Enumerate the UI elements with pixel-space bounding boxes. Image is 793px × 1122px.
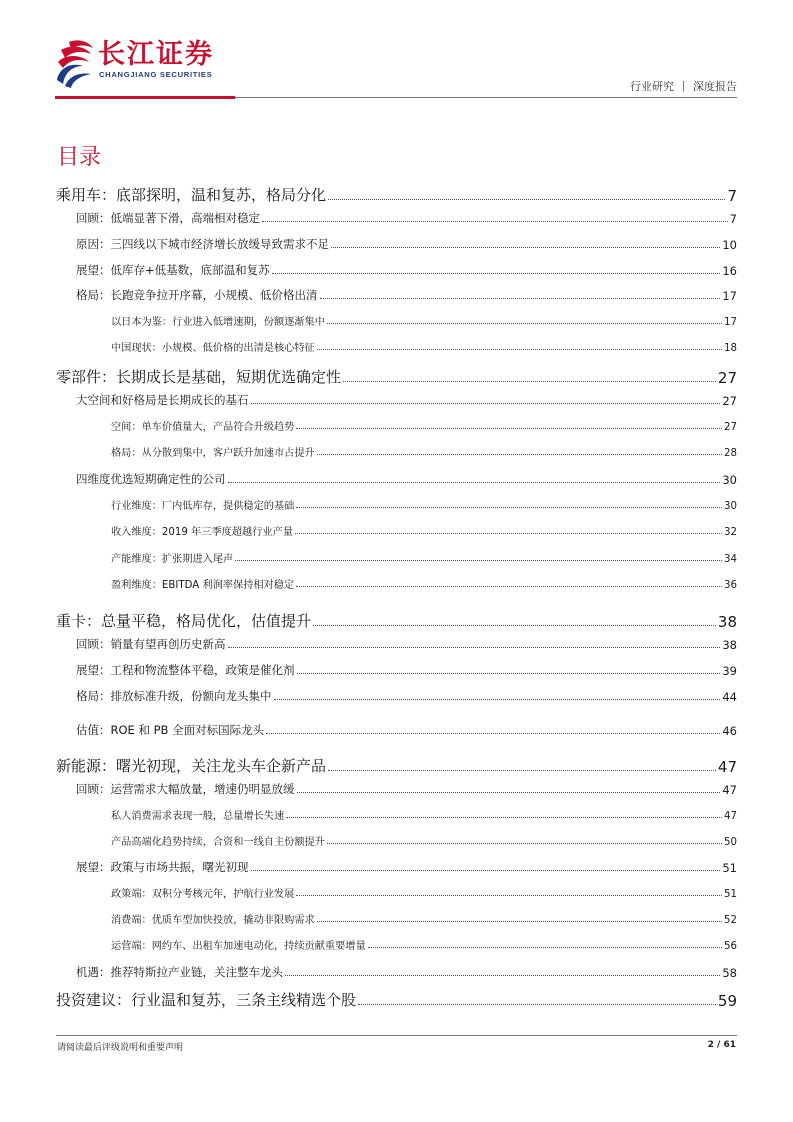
footer-rule bbox=[56, 1035, 737, 1036]
logo-chinese-name: 长江证券 bbox=[98, 39, 214, 70]
toc-entry-level-3[interactable] bbox=[111, 418, 737, 433]
toc-entry-page: 52 bbox=[724, 915, 737, 926]
toc-leader-dots bbox=[296, 894, 722, 896]
toc-entry-level-3[interactable] bbox=[111, 885, 737, 900]
toc-leader-dots bbox=[262, 220, 728, 222]
toc-entry-title: 机遇：推荐特斯拉产业链，关注整车龙头 bbox=[76, 965, 283, 979]
toc-entry-level-2[interactable] bbox=[76, 662, 737, 678]
toc-entry-title: 产能维度：扩张期进入尾声 bbox=[111, 554, 234, 565]
toc-entry-page: 36 bbox=[724, 580, 737, 591]
tag-separator: 丨 bbox=[678, 80, 689, 93]
toc-leader-dots bbox=[358, 1003, 716, 1005]
toc-leader-dots bbox=[296, 506, 722, 508]
toc-entry-page: 7 bbox=[729, 212, 737, 226]
toc-entry-level-3[interactable] bbox=[111, 444, 737, 459]
toc-leader-dots bbox=[331, 246, 720, 248]
toc-entry-title: 以日本为鉴：行业进入低增速期，份额逐渐集中 bbox=[111, 317, 325, 328]
toc-entry-title: 政策端：双积分考核元年，护航行业发展 bbox=[111, 889, 295, 900]
header-rule bbox=[235, 97, 737, 98]
toc-leader-dots bbox=[295, 532, 722, 534]
toc-entry-page: 38 bbox=[717, 613, 737, 631]
toc-entry-page: 27 bbox=[722, 394, 737, 408]
toc-entry-page: 58 bbox=[722, 966, 737, 980]
toc-leader-dots bbox=[317, 348, 722, 350]
toc-entry-title: 原因：三四线以下城市经济增长放缓导致需求不足 bbox=[76, 237, 329, 251]
toc-leader-dots bbox=[328, 769, 716, 771]
toc-entry-page: 38 bbox=[722, 638, 737, 652]
toc-entry-page: 32 bbox=[724, 527, 737, 538]
toc-leader-dots bbox=[313, 624, 716, 626]
report-type-tags bbox=[630, 78, 737, 94]
toc-entry-level-1[interactable] bbox=[56, 366, 737, 387]
toc-entry-page: 30 bbox=[724, 501, 737, 512]
toc-entry-title: 运营端：网约车、出租车加速电动化，持续贡献重要增量 bbox=[111, 941, 366, 952]
toc-entry-level-1[interactable] bbox=[56, 610, 737, 631]
toc-entry-page: 17 bbox=[724, 317, 737, 328]
toc-entry-level-1[interactable] bbox=[56, 755, 737, 776]
logo-english-name: CHANGJIANG SECURITIES bbox=[99, 70, 213, 79]
toc-leader-dots bbox=[251, 869, 721, 871]
toc-leader-dots bbox=[235, 559, 722, 561]
toc-leader-dots bbox=[228, 646, 721, 648]
toc-entry-title: 四维度优选短期确定性的公司 bbox=[76, 472, 226, 486]
toc-leader-dots bbox=[285, 974, 720, 976]
toc-entry-title: 格局：长跑竞争拉开序幕，小规模、低价格出清 bbox=[76, 288, 318, 302]
toc-entry-title: 展望：政策与市场共振，曙光初现 bbox=[76, 860, 249, 874]
toc-entry-title: 行业维度：厂内低库存，提供稳定的基础 bbox=[111, 501, 295, 512]
toc-entry-level-1[interactable] bbox=[56, 989, 737, 1010]
toc-entry-page: 56 bbox=[724, 941, 737, 952]
toc-entry-title: 估值：ROE 和 PB 全面对标国际龙头 bbox=[76, 723, 265, 737]
toc-leader-dots bbox=[286, 816, 722, 818]
toc-entry-page: 59 bbox=[717, 992, 737, 1010]
toc-entry-level-2[interactable] bbox=[76, 722, 737, 738]
toc-entry-level-3[interactable] bbox=[111, 339, 737, 354]
toc-leader-dots bbox=[296, 585, 722, 587]
toc-leader-dots bbox=[317, 920, 722, 922]
toc-leader-dots bbox=[296, 427, 722, 429]
toc-leader-dots bbox=[272, 272, 721, 274]
toc-leader-dots bbox=[297, 672, 721, 674]
toc-entry-page: 51 bbox=[722, 861, 737, 875]
toc-entry-level-3[interactable] bbox=[111, 576, 737, 591]
toc-entry-level-2[interactable] bbox=[76, 210, 737, 226]
toc-entry-page: 50 bbox=[724, 837, 737, 848]
toc-leader-dots bbox=[297, 791, 721, 793]
toc-entry-page: 27 bbox=[717, 369, 737, 387]
toc-entry-page: 39 bbox=[722, 664, 737, 678]
toc-entry-page: 28 bbox=[724, 448, 737, 459]
toc-entry-level-3[interactable] bbox=[111, 550, 737, 565]
company-logo bbox=[55, 36, 245, 90]
toc-entry-page: 16 bbox=[722, 264, 737, 278]
toc-entry-title: 投资建议：行业温和复苏，三条主线精选个股 bbox=[56, 991, 357, 1009]
toc-entry-title: 收入维度：2019 年三季度超越行业产量 bbox=[111, 527, 293, 538]
toc-entry-page: 51 bbox=[724, 889, 737, 900]
toc-entry-level-2[interactable] bbox=[76, 236, 737, 252]
toc-entry-level-3[interactable] bbox=[111, 497, 737, 512]
page-number: 2 / 61 bbox=[707, 1040, 736, 1050]
toc-entry-level-2[interactable] bbox=[76, 688, 737, 704]
page-header bbox=[0, 0, 793, 100]
header-rule-accent bbox=[55, 96, 235, 99]
toc-entry-title: 回顾：运营需求大幅放量，增速仍明显放缓 bbox=[76, 782, 295, 796]
toc-leader-dots bbox=[343, 380, 716, 382]
tag-in-depth-report: 深度报告 bbox=[693, 80, 737, 93]
toc-leader-dots bbox=[317, 453, 722, 455]
toc-leader-dots bbox=[328, 198, 725, 200]
toc-leader-dots bbox=[368, 946, 722, 948]
toc-entry-title: 零部件：长期成长是基础，短期优选确定性 bbox=[56, 368, 342, 386]
toc-entry-title: 格局：排放标准升级，份额向龙头集中 bbox=[76, 689, 272, 703]
footer-disclaimer: 请阅读最后评级说明和重要声明 bbox=[57, 1043, 184, 1053]
toc-entry-title: 乘用车：底部探明，温和复苏，格局分化 bbox=[56, 186, 327, 204]
tag-industry-research: 行业研究 bbox=[630, 80, 674, 93]
toc-entry-level-2[interactable] bbox=[76, 262, 737, 278]
toc-leader-dots bbox=[266, 732, 720, 734]
toc-leader-dots bbox=[228, 481, 721, 483]
toc-entry-title: 展望：工程和物流整体平稳，政策是催化剂 bbox=[76, 663, 295, 677]
toc-entry-level-2[interactable] bbox=[76, 287, 737, 303]
toc-entry-page: 47 bbox=[724, 811, 737, 822]
toc-heading: 目录 bbox=[57, 145, 102, 170]
toc-entry-level-2[interactable] bbox=[76, 636, 737, 652]
toc-entry-title: 盈利维度：EBITDA 利润率保持相对稳定 bbox=[111, 580, 295, 591]
toc-entry-level-3[interactable] bbox=[111, 911, 737, 926]
toc-entry-level-2[interactable] bbox=[76, 859, 737, 875]
toc-entry-level-2[interactable] bbox=[76, 471, 737, 487]
toc-entry-page: 47 bbox=[717, 758, 737, 776]
toc-entry-title: 新能源：曙光初现，关注龙头车企新产品 bbox=[56, 757, 327, 775]
toc-entry-level-3[interactable] bbox=[111, 313, 737, 328]
toc-entry-title: 消费端：优质车型加快投放，撬动非限购需求 bbox=[111, 915, 315, 926]
toc-entry-page: 17 bbox=[722, 289, 737, 303]
toc-entry-page: 30 bbox=[722, 473, 737, 487]
toc-entry-page: 7 bbox=[727, 187, 737, 205]
toc-entry-page: 46 bbox=[722, 724, 737, 738]
toc-leader-dots bbox=[327, 322, 722, 324]
toc-entry-page: 34 bbox=[724, 554, 737, 565]
toc-entry-title: 大空间和好格局是长期成长的基石 bbox=[76, 393, 249, 407]
toc-entry-level-3[interactable] bbox=[111, 523, 737, 538]
toc-entry-title: 展望：低库存+低基数，底部温和复苏 bbox=[76, 263, 270, 277]
wave-emblem-icon bbox=[55, 36, 97, 90]
toc-entry-level-2[interactable] bbox=[76, 964, 737, 980]
toc-entry-title: 重卡：总量平稳，格局优化，估值提升 bbox=[56, 612, 312, 630]
toc-entry-page: 27 bbox=[724, 422, 737, 433]
toc-entry-level-3[interactable] bbox=[111, 807, 737, 822]
toc-leader-dots bbox=[327, 842, 722, 844]
toc-entry-title: 格局：从分散到集中，客户跃升加速市占提升 bbox=[111, 448, 315, 459]
toc-entry-title: 中国现状：小规模、低价格的出清是核心特征 bbox=[111, 343, 315, 354]
toc-entry-level-2[interactable] bbox=[76, 781, 737, 797]
toc-entry-title: 回顾：低端显著下滑，高端相对稳定 bbox=[76, 211, 260, 225]
toc-entry-level-1[interactable] bbox=[56, 184, 737, 205]
toc-leader-dots bbox=[251, 402, 721, 404]
toc-entry-level-3[interactable] bbox=[111, 937, 737, 952]
toc-entry-page: 44 bbox=[722, 690, 737, 704]
toc-entry-title: 回顾：销量有望再创历史新高 bbox=[76, 637, 226, 651]
toc-entry-page: 47 bbox=[722, 783, 737, 797]
toc-entry-title: 产品高端化趋势持续，合资和一线自主份额提升 bbox=[111, 837, 325, 848]
toc-leader-dots bbox=[320, 297, 721, 299]
toc-entry-title: 空间：单车价值量大，产品符合升级趋势 bbox=[111, 422, 295, 433]
toc-entry-page: 10 bbox=[722, 238, 737, 252]
toc-entry-level-3[interactable] bbox=[111, 833, 737, 848]
toc-entry-title: 私人消费需求表现一般，总量增长失速 bbox=[111, 811, 285, 822]
toc-entry-page: 18 bbox=[724, 343, 737, 354]
toc-entry-level-2[interactable] bbox=[76, 392, 737, 408]
toc-leader-dots bbox=[274, 698, 721, 700]
